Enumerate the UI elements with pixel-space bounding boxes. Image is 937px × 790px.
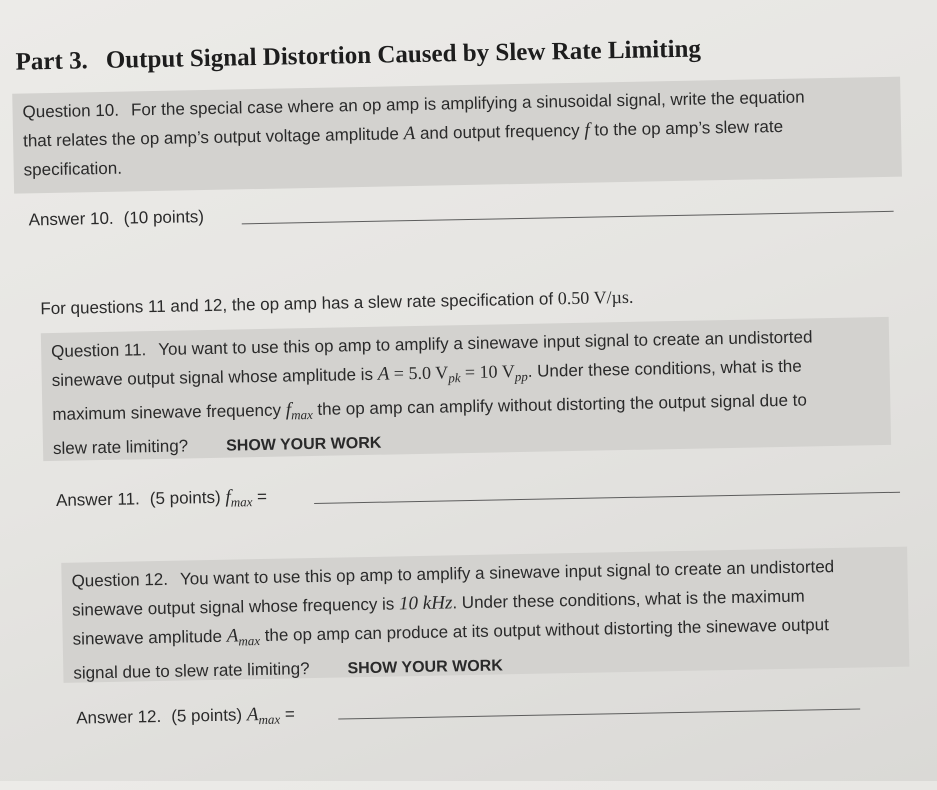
var-a: A [403, 122, 416, 145]
answer-12-label: Answer 12. [76, 706, 162, 728]
question-12-line3: sinewave amplitude $A_{max}$ the op amp can produce at its output without distorting the sinewave output [72, 615, 829, 649]
question-12-line2: sinewave output signal whose frequency is 10 kHz. Under these conditions, what is the maximum [71, 586, 805, 620]
slew-rate-value: 0.50 V/µs. [557, 286, 634, 309]
question-10-line3: specification. [23, 158, 123, 180]
question-10-line1: Question 10. For the special case where an op amp is amplifying a sinusoidal signal, write the equation [22, 87, 805, 122]
question-10-label: Question 10. [22, 100, 120, 122]
question-11-line2: sinewave output signal whose amplitude is A = 5.0 $V_{pk} = 10$ $V_{pp}$. Under these conditions, what is the [51, 356, 802, 390]
answer-12-points: (5 points) [171, 705, 243, 726]
question-11-line3: maximum sinewave frequency $f_{max}$ the op amp can amplify without distorting the output signal due to [52, 390, 808, 424]
var-f: f [584, 119, 590, 141]
question-12-box [61, 547, 909, 683]
question-10-line2: that relates the op amp’s output voltage amplitude A and output frequency f to the op amp’s slew rate [22, 116, 784, 151]
answer-11-label: Answer 11. [55, 489, 140, 510]
question-11-line1: Question 11. You want to use this op amp to amplify a sinewave input signal to create an undistorted [50, 327, 813, 362]
question-12-label: Question 12. [71, 569, 169, 591]
question-11-box [41, 317, 891, 461]
question-10-box [12, 77, 902, 194]
answer-10 [28, 207, 204, 230]
question-12-line4: signal due to slew rate limiting? SHOW YOUR WORK [73, 657, 503, 683]
question-11-line4: slew rate limiting? SHOW YOUR WORK [52, 434, 382, 458]
show-work-12: SHOW YOUR WORK [347, 657, 503, 678]
part-title [15, 35, 701, 76]
answer-12: Answer 12. (5 points) $A_{max}$ = [76, 704, 295, 728]
answer-12-line[interactable] [338, 709, 860, 720]
slew-rate-intro: For questions 11 and 12, the op amp has a slew rate specification of 0.50 V/µs. [40, 286, 634, 319]
question-12-line1: Question 12. You want to use this op amp to amplify a sinewave input signal to create an undistorted [71, 557, 835, 591]
answer-11: Answer 11. (5 points) $f_{max}$ = [55, 486, 268, 510]
frequency-value: 10 kHz [398, 592, 453, 615]
answer-10-points: (10 points) [123, 207, 205, 228]
show-work-11: SHOW YOUR WORK [225, 434, 382, 455]
question-11-label: Question 11. [50, 340, 147, 362]
answer-10-line[interactable] [242, 211, 894, 225]
part-label: Part 3. [15, 47, 89, 76]
part-heading: Output Signal Distortion Caused by Slew Rate Limiting [105, 35, 702, 74]
answer-11-line[interactable] [314, 492, 900, 504]
answer-11-points: (5 points) [149, 487, 221, 509]
answer-10-label: Answer 10. [28, 208, 114, 230]
